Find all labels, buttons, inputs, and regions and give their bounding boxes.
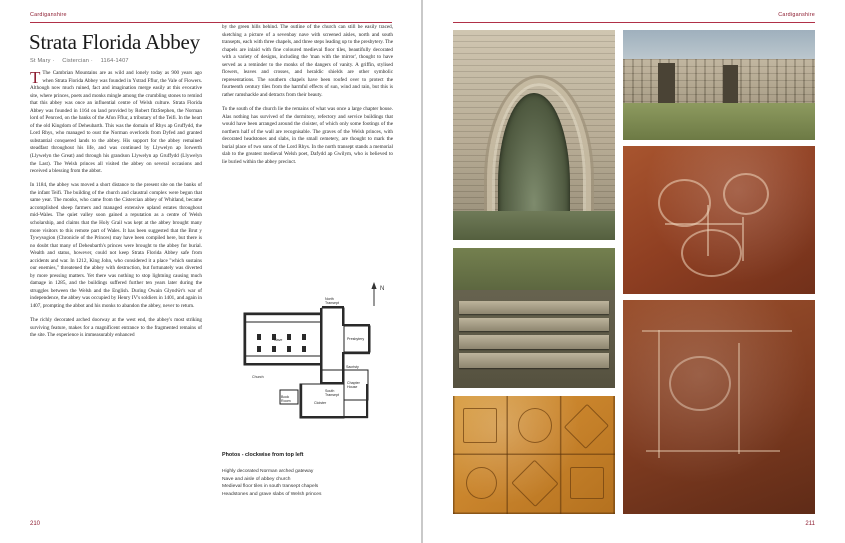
slab-carving-circle-1 [658,179,712,227]
plan-label-south-transept: South [325,389,335,393]
abbey-floor-plan [222,278,393,441]
subtitle-dedication: St Mary [30,58,51,64]
body-column-2 [222,24,393,173]
drop-cap: T [30,68,41,87]
caption-item-3: Medieval floor tiles in south transept chapels [222,484,319,490]
tiles-image [453,396,615,514]
headstone-incision-2 [658,330,660,458]
tile-motif-6 [570,467,604,500]
photo-carved-grave-slab [623,146,815,294]
headstone-incision-3 [738,343,740,454]
slab-carving-circle-3 [681,229,743,277]
compass-rose [371,282,384,306]
slab-image [623,146,815,294]
plan-label-south-transept-2: Transept [325,393,340,397]
plan-wall-fills [244,306,370,418]
ruins-grass [623,103,815,140]
caption-item-4: Headstones and grave slabs of Welsh princes [222,491,322,497]
paragraph-2: In 1184, the abbey was moved a short distance to the present site on the banks of the infant Teifi. The building of the church and claustral complex were begun that same year. The monks, who came from the Cistercian abbey of Whitland, became accomplished sheep farmers and managed extensive upland estates throughout mid-Wales. The quiet valley soon gained a reputation as a centre of Welsh scholarship, and claims that the Holy Grail was kept at the abbey brought many more visitors to this remote part of Wales. It has been suggested that the Brut y Tywysogion (Chronicle of the Princes) may have been compiled here, but there is no doubt that many of Deheubarth's princes were brought to the abbey for burial. Wealth and status, however, could not keep Strata Florida Abbey safe from accidents and war. In 1212, King John, who considered it a place "which sustains our enemies," threatened the abbey with destruction, but fortunately was diverted by more pressing matters. Yet there was nothing to stop lightning causing much damage in 1285, and the buildings suffered further ten years later during the struggles between the Welsh and the English. During Owain Glyndŵr's war of independence, the abbey was occupied by Henry IV's soldiers in 1401, and again in 1407, prompting the abbot and his monks to abandon the abbey, never to return. [30,182,202,309]
subtitle-separator-1: · [52,58,55,64]
steps-grass-top [453,248,615,290]
tile-motif-1 [463,408,497,443]
paragraph-1 [30,70,202,176]
left-page [0,0,422,543]
plan-label-book-room: Book [281,395,290,399]
headstone-incision-4 [646,450,780,452]
plan-nave [244,322,322,356]
step-4 [459,353,608,368]
slab-carving-stem-3 [742,217,744,261]
folio-right: 211 [805,521,815,527]
step-3 [459,335,608,349]
folio-left: 210 [30,521,41,527]
photo-headstones-grave-slabs [623,300,815,514]
svg-text:N: N [380,286,385,292]
gateway-image [453,30,615,240]
photo-norman-arched-gateway [453,30,615,240]
header-rule-left [30,22,392,23]
paragraph-4: by the green hills behind. The outline of the church can still be easily traced, sketching a picture of a sevenbay nave with screened aisles, north and south transepts, each with three chapels, and three steps leading up to the presbytery. The chapels are inlaid with fine coloured medieval floor tiles, beautifully decorated with a variety of designs, including the 'man with the mirror', thought to have served as a reminder to the monks of the dangers of vanity. A griffin, stylised flowers, leaves and crosses, and heraldic shields are other symbolic representations. The southern chapels have been roofed over to protect the fourteenth century tiles from the harmful effects of sun, wind and rain, but this is rather ramshackle and detracts from their beauty. [222,24,393,98]
paragraph-3: The richly decorated arched doorway at the west end, the abbey's most striking surviving feature, makes for a magnificent entrance to the fragmented remains of the site. The experience is immeasurably enhanced [30,317,202,339]
header-rule-right [453,22,815,23]
slab-carving-stem-1 [707,205,709,255]
photo-nave-and-aisle-ruins [623,30,815,140]
headstones-surface [623,300,815,514]
plan-label-chapter-house: Chapter [347,381,360,385]
caption-item-2: Nave and aisle of abbey church [222,476,291,482]
plan-crossing-transepts [322,308,344,370]
plan-label-nave: Nave [274,338,283,342]
body-column-1 [30,70,202,346]
right-page [423,0,845,543]
page-title: Strata Florida Abbey [29,30,200,54]
running-head-left: Cardiganshire [30,12,67,18]
ruins-window-gap-2 [723,65,738,105]
headstone-carving-circle [669,356,731,411]
subtitle-separator-2: · [90,58,93,64]
plan-label-north-transept-2: Transept [325,301,340,305]
plan-label-presbytery: Presbytery [347,337,365,341]
plan-label-sacristy: Sacristy [346,365,359,369]
plan-label-north-transept: North [325,297,334,301]
ruins-window-gap-1 [658,63,675,107]
subtitle-dates: 1164-1407 [100,58,129,64]
slab-carving-stem-2 [665,223,742,225]
paragraph-5: To the south of the church lie the remains of what was once a large chapter house. Alas nothing has survived of the dormitory, refectory and service buildings that would have been arranged around the cloister, of which only some footings of the northern half of the wall are recognisable. The graves of the Welsh princes, with decorated headstones and slabs, in the small cemetery, are thought to mark the burial place of two sons of the Lord Rhys. In the north transept stands a memorial slab to the greatest medieval Welsh poet, Dafydd ap Gwilym, who is believed to lie buried within the abbey precinct. [222,106,393,165]
floor-plan-svg [222,278,393,441]
ruins-stone-walls [623,59,815,110]
caption-heading: Photos - clockwise from top left [222,452,304,458]
headstone-incision-1 [642,330,792,332]
photo-transept-steps [453,248,615,388]
plan-piers [257,334,306,352]
step-1 [459,301,608,314]
ruins-image [623,30,815,140]
running-head-right: Cardiganshire [778,12,815,18]
photo-medieval-floor-tiles [453,396,615,514]
plan-label-church: Church [252,375,264,379]
caption-item-1: Highly decorated Norman arched gateway [222,469,314,474]
plan-sacristy [322,370,344,384]
tile-motif-2 [518,408,552,443]
paragraph-1-text: The Cambrian Mountains are as wild and lonely today as 900 years ago when Strata Florida Abbey was founded in Ystrad Fflur, the Vale of Flowers. Although now much ruined, fact and imagination merge easily at this evocative site, where princes, poets and monks mingle among the crumbling stones to remind that this abbey was once an influential centre of Welsh culture. Strata Florida Abbey was founded in 1164 on land provided by Robert fitzStephen, the Norman lord of Penrced, on the banks of the Afon Fflur, a tributary of the Teifi. In the heart of the old Kingdom of Deheubarth. This was the domain of Rhys ap Gruffydd, the Lord Rhys, who managed to oust the Norman overlords from Dyfed and granted substantial conquered lands to the abbey. His support for the abbey remained steadfast throughout his life, and was continued by Llywelyn ap Iorwerth (Llywelyn the Great) and through his grandson Llywelyn ap Gruffydd (Llywelyn the Last). The Welsh princes all visited the abbey on several occasions and received a blessing from the abbot. [30,70,202,175]
steps-image [453,248,615,388]
step-2 [459,318,608,331]
plan-label-cloister: Cloister [314,401,327,405]
caption-list [222,468,397,498]
article-subtitle [30,58,129,64]
plan-label-book-room-2: Room [281,399,291,403]
slab-carving-circle-2 [723,173,769,215]
subtitle-order: Cistercian [62,58,90,64]
headstones-image [623,300,815,514]
plan-label-chapter-house-2: House [347,385,358,389]
gateway-grass [453,211,615,240]
